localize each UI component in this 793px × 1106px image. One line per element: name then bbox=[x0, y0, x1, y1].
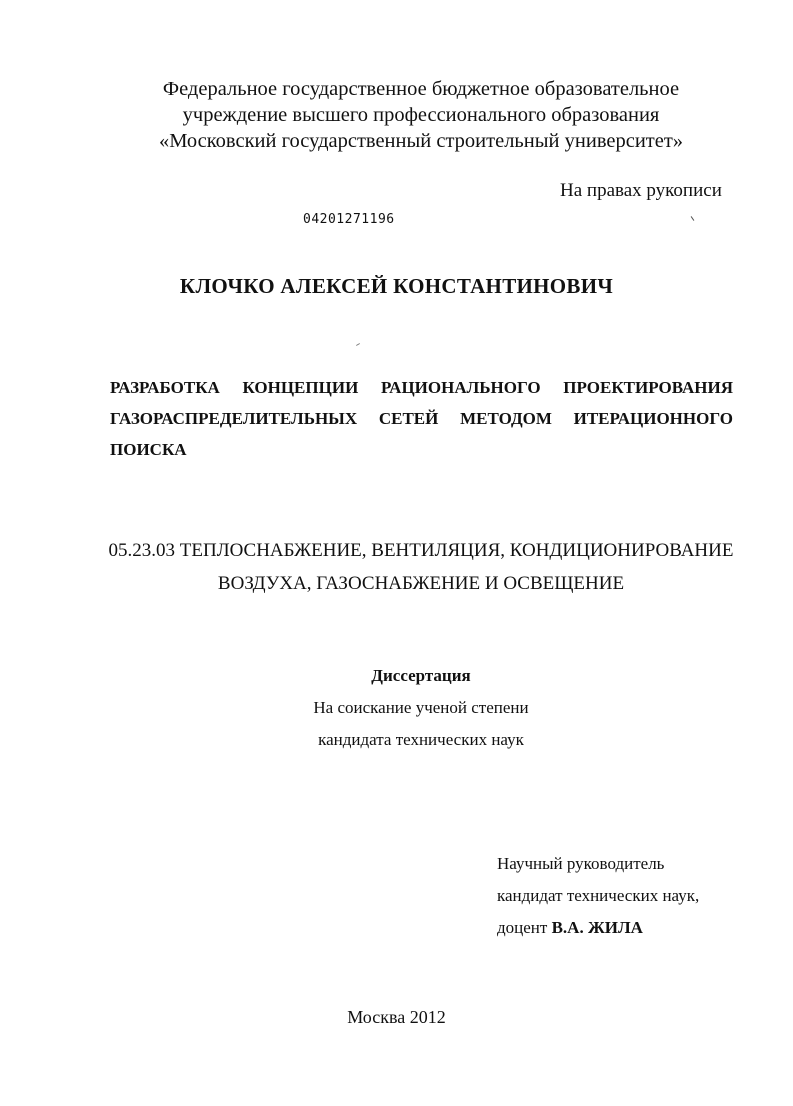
author-name: КЛОЧКО АЛЕКСЕЙ КОНСТАНТИНОВИЧ bbox=[179, 274, 614, 298]
title-word: ГАЗОРАСПРЕДЕЛИТЕЛЬНЫХ bbox=[110, 409, 358, 428]
title-line-2 bbox=[110, 403, 733, 434]
supervisor-position: доцент bbox=[497, 918, 552, 937]
title-word: ПРОЕКТИРОВАНИЯ bbox=[563, 378, 733, 397]
title-word: РАЗРАБОТКА bbox=[110, 378, 220, 397]
dissertation-type: Диссертация bbox=[371, 666, 471, 685]
supervisor-label: Научный руководитель bbox=[497, 854, 665, 873]
title-word: СЕТЕЙ bbox=[378, 409, 439, 428]
title-line-3: ПОИСКА bbox=[110, 440, 187, 459]
title-word: ИТЕРАЦИОННОГО bbox=[573, 409, 733, 428]
dissertation-block bbox=[60, 660, 782, 756]
org-line-1: Федеральное государственное бюджетное образовательное bbox=[162, 78, 680, 100]
organization-header bbox=[60, 76, 782, 154]
scan-mark-2 bbox=[356, 343, 360, 346]
org-line-3: «Московский государственный строительный университет» bbox=[158, 130, 684, 152]
supervisor-degree: кандидат технических наук, bbox=[497, 886, 700, 905]
supervisor-block bbox=[497, 848, 699, 944]
rights-note: На правах рукописи bbox=[560, 180, 722, 201]
scan-mark bbox=[691, 216, 695, 221]
specialty-line-2: ВОЗДУХА, ГАЗОСНАБЖЕНИЕ И ОСВЕЩЕНИЕ bbox=[217, 573, 625, 594]
title-word: РАЦИОНАЛЬНОГО bbox=[380, 378, 541, 397]
supervisor-position-line bbox=[497, 912, 699, 944]
degree-line-1: На соискание ученой степени bbox=[313, 698, 529, 717]
archive-code: 04201271196 bbox=[303, 212, 395, 227]
org-line-2: учреждение высшего профессионального образования bbox=[182, 104, 660, 126]
dissertation-title bbox=[110, 372, 733, 465]
city-year: Москва 2012 bbox=[347, 1007, 446, 1027]
title-line-1 bbox=[110, 372, 733, 403]
title-word: КОНЦЕПЦИИ bbox=[242, 378, 359, 397]
specialty bbox=[60, 534, 782, 600]
degree-line-2: кандидата технических наук bbox=[318, 730, 524, 749]
supervisor-name: В.А. ЖИЛА bbox=[551, 918, 643, 937]
title-word: МЕТОДОМ bbox=[460, 409, 552, 428]
specialty-line-1: 05.23.03 ТЕПЛОСНАБЖЕНИЕ, ВЕНТИЛЯЦИЯ, КОНДИЦИОНИРОВАНИЕ bbox=[108, 540, 734, 561]
